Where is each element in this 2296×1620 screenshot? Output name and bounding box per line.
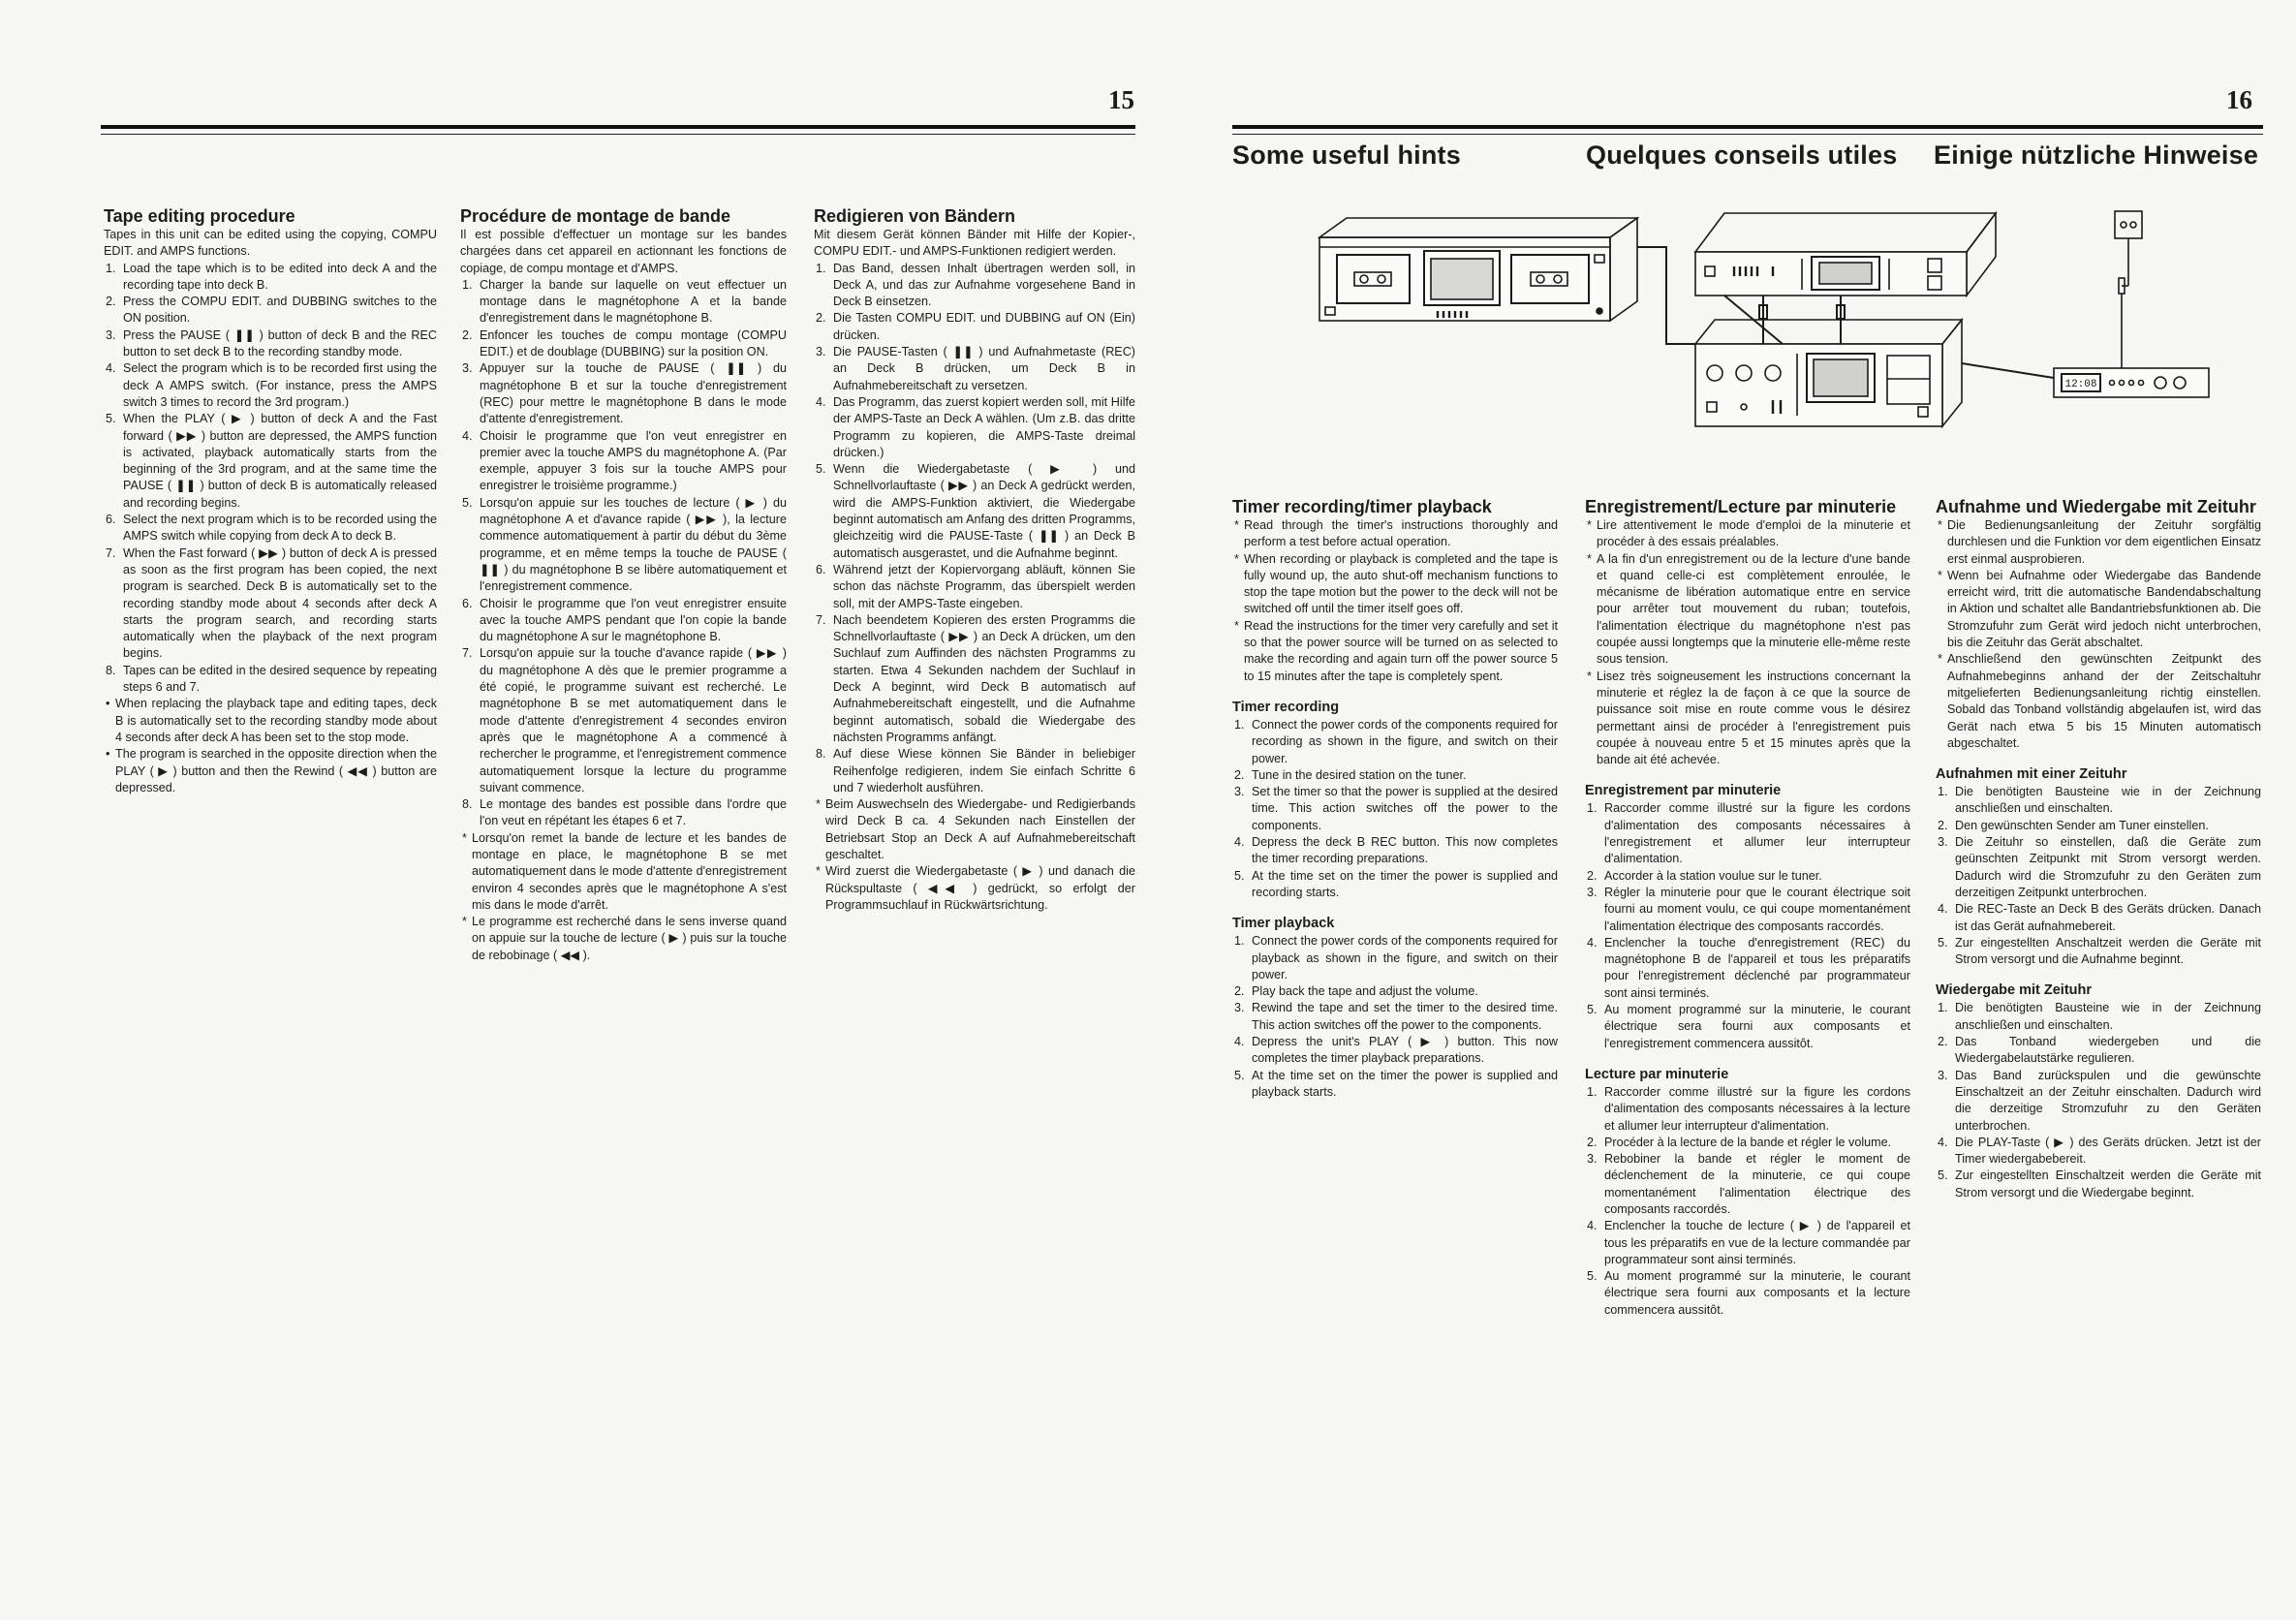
list-item: 4. Depress the deck B REC button. This now completes the timer recording preparations. (1234, 835, 1558, 866)
list-item: 1. Die benötigten Bausteine wie in der Zeichnung anschließen und einschalten. (1938, 785, 2261, 816)
list-item: 6. Choisir le programme que l'on veut enregistrer ensuite avec la touche AMPS pendant que l'on copie la bande du magnétophone A sur le magnétophone B. (462, 596, 787, 644)
list-item: * Read through the timer's instructions thoroughly and perform a test before actual operation. (1232, 517, 1558, 551)
list-item: 3. Das Band zurückspulen und die gewünschte Einschaltzeit an der Zeituhr einschalten. Dadurch wird die derzeitige Stromzufuhr zu den Geräten unterbrochen. (1938, 1068, 2261, 1133)
list-item: 2. Den gewünschten Sender am Tuner einstellen. (1938, 818, 2209, 832)
list-item: * Lire attentivement le mode d'emploi de la minuterie et procéder à des essais préalables. (1585, 517, 1910, 551)
timer-en-rec-title: Timer recording (1232, 699, 1340, 715)
list-item: 1. Das Band, dessen Inhalt übertragen werden soll, in Deck A, und das zur Aufnahme vorgesehene Band in Deck B einsetzen. (816, 261, 1135, 309)
list-item: 3. Rewind the tape and set the timer to the desired time. This action switches off the power to the components. (1234, 1001, 1558, 1032)
list-item: 2. Press the COMPU EDIT. and DUBBING switches to the ON position. (106, 295, 437, 326)
tape-de-notes (814, 796, 1135, 914)
timer-en-play-steps (1232, 933, 1558, 1101)
list-item: 8. Auf diese Wiese können Sie Bänder in beliebiger Reihenfolge redigieren, indem Sie einfach Schritte 6 und 7 wiederholt ausführen. (816, 747, 1135, 794)
cassette-deck-illustration (1319, 218, 1637, 321)
header-rule-left (101, 125, 1135, 129)
list-item: 4. Enclencher la touche de lecture ( ▶ ) de l'appareil et tous les préparatifs en vue de la lecture commandée par programmateur sont ainsi terminés. (1587, 1219, 1910, 1266)
timer-fr-rec-title: Enregistrement par minuterie (1585, 783, 1782, 799)
list-item: • When replacing the playback tape and editing tapes, deck B is automatically set to the recording standby mode about 4 seconds after deck A has been set to the stop mode. (104, 696, 437, 746)
timer-fr-play-title: Lecture par minuterie (1585, 1066, 1729, 1082)
list-item: • The program is searched in the opposite direction when the PLAY ( ▶ ) button and then the Rewind ( ◀◀ ) button are depressed. (104, 746, 437, 796)
timer-de-notes (1936, 517, 2261, 752)
tape-de-steps (814, 261, 1135, 797)
list-item: 1. Connect the power cords of the components required for playback as shown in the figure, and switch on their power. (1234, 934, 1558, 981)
list-item: 4. Enclencher la touche d'enregistrement (REC) du magnétophone B de l'appareil et tous les préparatifs pour l'enregistrement déclenché par programmateur sont ainsi terminés. (1587, 935, 1910, 1000)
list-item: 8. Tapes can be edited in the desired sequence by repeating steps 6 and 7. (106, 663, 437, 695)
list-item: 2. Procéder à la lecture de la bande et régler le volume. (1587, 1135, 1892, 1149)
timer-fr-title: Enregistrement/Lecture par minuterie (1585, 497, 1897, 516)
list-item: 5. Lorsqu'on appuie sur les touches de lecture ( ▶ ) du magnétophone A et d'avance rapide ( ▶▶ ), la lecture commence automatiquement à partir du début du 3ème programme, et en même temps la touche de PAUSE ( ❚❚ ) du magnétophone B se libère automatiquement et l'enregistrement commence. (462, 495, 787, 594)
list-item: * A la fin d'un enregistrement ou de la lecture d'une bande et quand celle-ci est complètement enroulée, le mécanisme de libération automatique entre en service pour arrêter tout mouvement du ruban; toutefois, l'alimentation électrique du magnétophone n'est pas coupée aussi longtemps que la minuterie elle-même reste sous tension. (1585, 551, 1910, 669)
timer-fr-rec-steps (1585, 800, 1910, 1051)
list-item: 5. At the time set on the timer the power is supplied and playback starts. (1234, 1068, 1558, 1099)
tape-en-intro: Tapes in this unit can be edited using the copying, COMPU EDIT. and AMPS functions. (104, 228, 437, 259)
page-number-right: 16 (2226, 85, 2252, 114)
list-item: 2. Enfoncer les touches de compu montage (COMPU EDIT.) et de doublage (DUBBING) sur la position ON. (462, 327, 787, 359)
header-rule-right-thin (1232, 134, 2263, 135)
list-item: 4. Choisir le programme que l'on veut enregistrer en premier avec la touche AMPS du magnétophone A. (Par exemple, appuyer 3 fois sur la touche AMPS pour enregistrer le troisième programme.) (462, 428, 787, 493)
list-item: 4. Das Programm, das zuerst kopiert werden soll, mit Hilfe der AMPS-Taste an Deck A wählen. (Um z.B. das dritte Programm zu kopieren, die AMPS-Taste dreimal drücken.) (816, 394, 1135, 459)
tape-editing-en (104, 206, 437, 796)
tape-fr-title: Procédure de montage de bande (460, 206, 731, 226)
list-item: * Wenn bei Aufnahme oder Wiedergabe das Bandende erreicht wird, tritt die automatische Bandendabschaltung in Aktion und schaltet alle Bandantriebsfunktionen ab. Die Stromzufuhr zum Gerät wird jedoch nicht unterbrochen, bis die Zeituhr das Gerät abschaltet. (1936, 568, 2261, 651)
timer-de-title: Aufnahme und Wiedergabe mit Zeituhr (1936, 497, 2256, 516)
timer-de-rec-title: Aufnahmen mit einer Zeituhr (1936, 766, 2127, 783)
list-item: 1. Load the tape which is to be edited into deck A and the recording tape into deck B. (106, 261, 437, 292)
list-item: 7. Nach beendetem Kopieren des ersten Programms die Schnellvorlauftaste ( ▶▶ ) an Deck A drücken, um den Suchlauf zum Auffinden des nächsten Programms zu starten. Etwa 4 Sekunden nachdem der Suchlauf in Deck A beginnt, wird Deck B automatisch auf Aufnahmebereitschaft eingestellt, und die Aufnahme beginnt automatisch, sobald die Wiedergabe des nächsten Programms anfängt. (816, 612, 1135, 744)
hints-title-en: Some useful hints (1232, 140, 1461, 170)
tape-fr-intro: Il est possible d'effectuer un montage sur les bandes chargées dans cet appareil en actionnant les fonctions de copiage, de compu montage et d'AMPS. (460, 228, 787, 275)
list-item: * Beim Auswechseln des Wiedergabe- und Redigierbands wird Deck B ca. 4 Sekunden nach Einstellen der Betriebsart Stop an Deck A auf Aufnahmebereitschaft geschaltet. (814, 796, 1135, 863)
tape-editing-de (814, 206, 1135, 914)
list-item: * When recording or playback is completed and the tape is fully wound up, the auto shut-off mechanism functions to stop the tape motion but the power to the deck will not be switched off until the timer itself goes off. (1232, 551, 1558, 618)
timer-de (1936, 497, 2261, 1201)
list-item: 1. Die benötigten Bausteine wie in der Zeichnung anschließen und einschalten. (1938, 1001, 2261, 1032)
timer-de-play-title: Wiedergabe mit Zeituhr (1936, 982, 2093, 999)
tape-de-intro: Mit diesem Gerät können Bänder mit Hilfe der Kopier-, COMPU EDIT.- und AMPS-Funktionen redigiert werden. (814, 228, 1135, 259)
list-item: 5. At the time set on the timer the power is supplied and recording starts. (1234, 868, 1558, 899)
list-item: 3. Appuyer sur la touche de PAUSE ( ❚❚ ) du magnétophone B et sur la touche d'enregistrement (REC) pour mettre le magnétophone B dans le mode d'attente d'enregistrement. (462, 361, 787, 426)
page-number-left: 15 (1108, 85, 1134, 114)
list-item: 4. Depress the unit's PLAY ( ▶ ) button. This now completes the timer playback preparations. (1234, 1035, 1558, 1066)
list-item: 2. Play back the tape and adjust the volume. (1234, 984, 1478, 999)
timer-en-play-title: Timer playback (1232, 916, 1335, 932)
list-item: 5. Au moment programmé sur la minuterie, le courant électrique sera fourni aux composants et la lecture commencera aussitôt. (1587, 1269, 1910, 1317)
list-item: 5. Wenn die Wiedergabetaste ( ▶ ) und Schnellvorlauftaste ( ▶▶ ) an Deck A gedrückt werden, wird die AMPS-Funktion aktiviert, die Wiedergabe beginnt automatisch am Anfang des dritten Programms, gleichzeitig wird die PAUSE-Taste ( ❚❚ ) an Deck B automatisch ausgerastet, und die Aufnahme beginnt. (816, 462, 1135, 560)
tape-en-title: Tape editing procedure (104, 206, 295, 226)
list-item: * Anschließend den gewünschten Zeitpunkt des Aufnahmebeginns anhand der der Zeitschaltuhr mitgelieferten Bedienungsanleitung richtig einstellen. Sobald das Tonband vollständig abgelaufen ist, wird das Gerät nach etwa 5 bis 15 Minuten automatisch abgeschaltet. (1936, 651, 2261, 752)
list-item: 7. Lorsqu'on appuie sur la touche d'avance rapide ( ▶▶ ) du magnétophone A dès que le premier programme a été copié, le programme suivant est recherché. Le magnétophone B se met automatiquement dans le mode d'attente d'enregistrement 4 secondes environ après que le magnétophone A a commencé à rechercher le programme, et l'enregistrement commence automatiquement lorsque la lecture du programme suivant commence. (462, 646, 787, 794)
list-item: * Lisez très soigneusement les instructions concernant la minuterie et réglez la de façon à ce que la source de puissance soit mise en route comme vous le désirez permettant ainsi de procéder à l'enregistrement puis coupée à nouveau entre 5 et 15 minutes après que la bande ait été achevée. (1585, 669, 1910, 769)
wall-outlet-illustration (2115, 211, 2142, 294)
list-item: 6. Select the next program which is to be recorded using the AMPS switch while copying from deck A to deck B. (106, 513, 437, 544)
timer-display: 12:08 (2064, 379, 2097, 390)
list-item: 1. Connect the power cords of the components required for recording as shown in the figure, and switch on their power. (1234, 717, 1558, 765)
list-item: 3. Die PAUSE-Tasten ( ❚❚ ) und Aufnahmetaste (REC) an Deck B drücken, um Deck B in Aufnahmebereitschaft zu versetzen. (816, 345, 1135, 392)
list-item: 2. Das Tonband wiedergeben und die Wiedergabelautstärke regulieren. (1938, 1035, 2261, 1066)
list-item: 5. Zur eingestellten Anschaltzeit werden die Geräte mit Strom versorgt und die Aufnahme beginnt. (1938, 935, 2261, 967)
list-item: 7. When the Fast forward ( ▶▶ ) button of deck A is pressed as soon as the first program has been copied, the next program is searched. Deck B is automatically set to the recording standby mode about 4 seconds after deck A starts the program search, and recording starts automatically when the playback of the next program begins. (106, 545, 437, 661)
list-item: 3. Régler la minuterie pour que le courant électrique soit fourni au moment voulu, ce qui coupe momentanément l'alimentation électrique des composants raccordés. (1587, 885, 1910, 933)
header-rule-right (1232, 125, 2263, 129)
list-item: 1. Charger la bande sur laquelle on veut effectuer un montage dans le magnétophone A et la bande d'enregistrement dans le magnétophone B. (462, 277, 787, 326)
list-item: 8. Le montage des bandes est possible dans l'ordre que l'on veut en répétant les étapes 6 et 7. (462, 797, 787, 828)
list-item: 4. Select the program which is to be recorded first using the deck A AMPS switch. (For instance, press the AMPS switch 3 times to record the 3rd program.) (106, 361, 437, 409)
tuner-illustration (1695, 320, 1962, 426)
timer-en-rec-steps (1232, 717, 1558, 901)
list-item: * Le programme est recherché dans le sens inverse quand on appuie sur la touche de lecture ( ▶ ) puis sur la touche de rebobinage ( ◀◀ ). (460, 914, 787, 964)
tape-fr-notes (460, 830, 787, 964)
tape-de-title: Redigieren von Bändern (814, 206, 1016, 226)
timer-fr (1585, 497, 1910, 1319)
timer-en-notes (1232, 517, 1558, 685)
list-item: 1. Raccorder comme illustré sur la figure les cordons d'alimentation des composants nécessaires à l'enregistrement et allumer leur interrupteur d'alimentation. (1587, 801, 1910, 866)
list-item: 3. Press the PAUSE ( ❚❚ ) button of deck B and the REC button to set deck B to the recording standby mode. (106, 327, 437, 359)
list-item: 4. Die PLAY-Taste ( ▶ ) des Geräts drücken. Jetzt ist der Timer wiedergabebereit. (1938, 1135, 2261, 1167)
list-item: 4. Die REC-Taste an Deck B des Geräts drücken. Danach ist das Gerät aufnahmebereit. (1938, 902, 2261, 933)
timer-de-rec-steps (1936, 784, 2261, 968)
list-item: 6. Während jetzt der Kopiervorgang abläuft, können Sie schon das nächste Programm, das überspielt werden soll, mit der AMPS-Taste eingeben. (816, 562, 1135, 610)
amplifier-illustration (1695, 213, 1996, 296)
list-item: * Die Bedienungsanleitung der Zeituhr sorgfältig durchlesen und die Funktion vor dem eigentlichen Einsatz erst einmal ausprobieren. (1936, 517, 2261, 568)
timer-fr-notes (1585, 517, 1910, 768)
hints-title-de: Einige nützliche Hinweise (1934, 140, 2259, 170)
timer-en (1232, 497, 1558, 1101)
list-item: 3. Die Zeituhr so einstellen, daß die Geräte zum geünschten Zeitpunkt mit Strom versorgt werden. Dadurch wird die Stromzufuhr zu den Geräten zum derzeitigen Zeitpunkt unterbrochen. (1938, 835, 2261, 899)
tape-en-notes (104, 696, 437, 796)
hints-title-fr: Quelques conseils utiles (1586, 140, 1898, 170)
list-item: 5. Zur eingestellten Einschaltzeit werden die Geräte mit Strom versorgt und die Wiedergabe beginnt. (1938, 1168, 2261, 1199)
list-item: 5. When the PLAY ( ▶ ) button of deck A and the Fast forward ( ▶▶ ) button are depressed, the AMPS function is activated, playback automatically starts from the beginning of the 3rd program, and at the same time the PAUSE ( ❚❚ ) button of deck B is automatically released and recording begins. (106, 412, 437, 510)
timer-de-play-steps (1936, 1000, 2261, 1201)
list-item: 2. Tune in the desired station on the tuner. (1234, 767, 1467, 782)
tape-fr-steps (460, 277, 787, 830)
list-item: 3. Rebobiner la bande et régler le moment de déclenchement de la minuterie, ce qui coupe momentanément l'alimentation électrique des composants raccordés. (1587, 1152, 1910, 1216)
tape-en-steps (104, 261, 437, 697)
list-item: 3. Set the timer so that the power is supplied at the desired time. This action switches off the power to the components. (1234, 785, 1558, 832)
connection-diagram (1318, 208, 2218, 455)
timer-en-title: Timer recording/timer playback (1232, 497, 1492, 516)
timer-fr-play-steps (1585, 1084, 1910, 1319)
list-item: 2. Die Tasten COMPU EDIT. und DUBBING auf ON (Ein) drücken. (816, 311, 1135, 342)
list-item: 2. Accorder à la station voulue sur le tuner. (1587, 868, 1822, 883)
list-item: * Read the instructions for the timer very carefully and set it so that the power source will be turned on as selected to make the recording and again turn off the power source 5 to 15 minutes after the tape is completely spent. (1232, 618, 1558, 685)
tape-editing-fr (460, 206, 787, 964)
list-item: 5. Au moment programmé sur la minuterie, le courant électrique sera fourni aux composants et l'enregistrement commencera aussitôt. (1587, 1003, 1910, 1050)
list-item: * Lorsqu'on remet la bande de lecture et les bandes de montage en place, le magnétophone B se met automatiquement dans le mode d'attente d'enregistrement environ 4 secondes après que le magnétophone A s'est mis dans le mode d'arrêt. (460, 830, 787, 914)
list-item: 1. Raccorder comme illustré sur la figure les cordons d'alimentation des composants nécessaires à la lecture et allumer leur interrupteur d'alimentation. (1587, 1084, 1910, 1133)
list-item: * Wird zuerst die Wiedergabetaste ( ▶ ) und danach die Rückspultaste ( ◀◀ ) gedrückt, so erfolgt der Programmsuchlauf in Rückwärtsrichtung. (814, 863, 1135, 914)
header-rule-left-thin (101, 134, 1135, 135)
